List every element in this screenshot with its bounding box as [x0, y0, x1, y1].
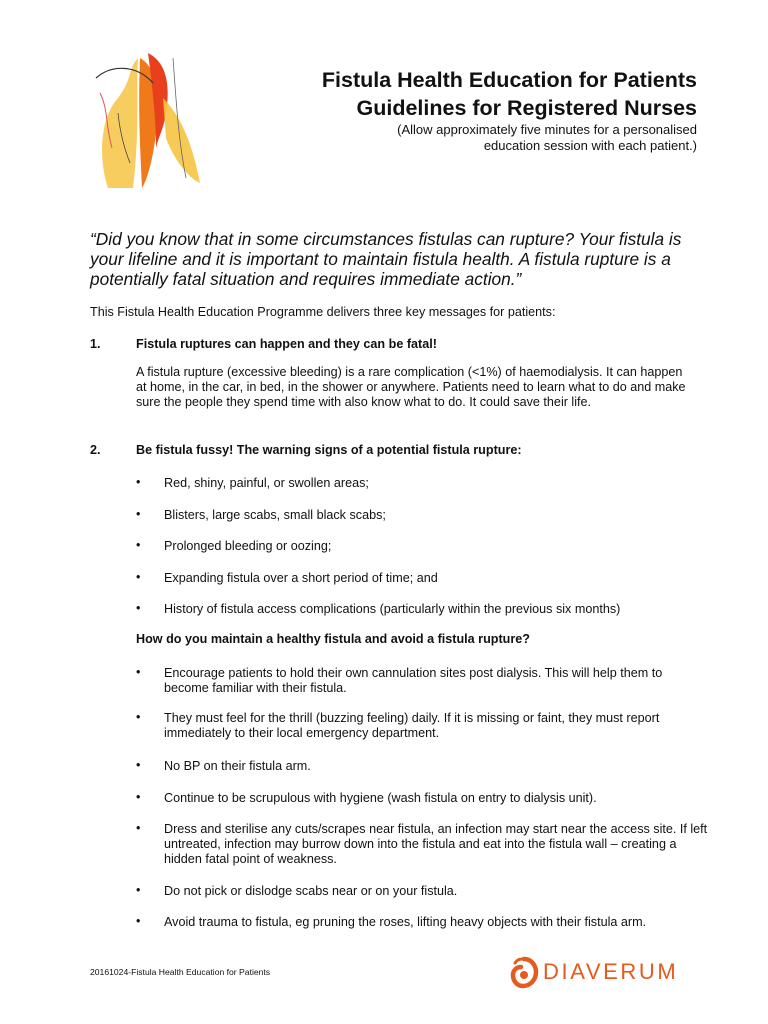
title-line-1: Fistula Health Education for Patients [321, 68, 697, 92]
diaverum-mark-icon [509, 955, 539, 989]
bullet-icon: • [136, 570, 141, 584]
subtitle-note-line-1: (Allow approximately five minutes for a personalised [397, 122, 697, 137]
bullet-icon: • [136, 665, 141, 679]
subtitle-note-line-2: education session with each patient.) [483, 138, 697, 153]
diaverum-logo [509, 953, 699, 993]
bullet-icon: • [136, 758, 141, 772]
bullet-icon: • [136, 914, 141, 928]
section-1-body: A fistula rupture (excessive bleeding) is a rare complication (<1%) of haemodialysis. It can happen at home, in the car, in bed, in the shower or anywhere. Patients need to learn what to do and make sure the people they spend time with also know what to do. It could save their life. [136, 365, 686, 410]
bullet-icon: • [136, 710, 141, 724]
section-1-number: 1. [90, 337, 101, 351]
brand-name: DIAVERUM [543, 959, 679, 984]
title-block [322, 66, 697, 154]
section-2-title: Be fistula fussy! The warning signs of a potential fistula rupture: [136, 443, 522, 457]
section-1-title: Fistula ruptures can happen and they can be fatal! [136, 337, 437, 351]
bullet-icon: • [136, 538, 141, 552]
section-2-number: 2. [90, 443, 101, 457]
bullet-icon: • [136, 790, 141, 804]
bullet-icon: • [136, 883, 141, 897]
bullet-icon: • [136, 821, 141, 835]
section-3-heading: How do you maintain a healthy fistula and avoid a fistula rupture? [136, 632, 530, 646]
title-line-2: Guidelines for Registered Nurses [356, 96, 697, 120]
brushstroke-art-logo [78, 38, 208, 193]
bullet-icon: • [136, 475, 141, 489]
footer-doc-id: 20161024-Fistula Health Education for Patients [90, 967, 271, 977]
intro-paragraph: This Fistula Health Education Programme delivers three key messages for patients: [90, 305, 556, 319]
bullet-icon: • [136, 601, 141, 615]
bullet-icon: • [136, 507, 141, 521]
lead-quote: “Did you know that in some circumstances fistulas can rupture? Your fistula is your lifeline and it is important to maintain fistula health. A fistula rupture is a potentially fatal situation and requires immediate action.” [90, 229, 682, 289]
